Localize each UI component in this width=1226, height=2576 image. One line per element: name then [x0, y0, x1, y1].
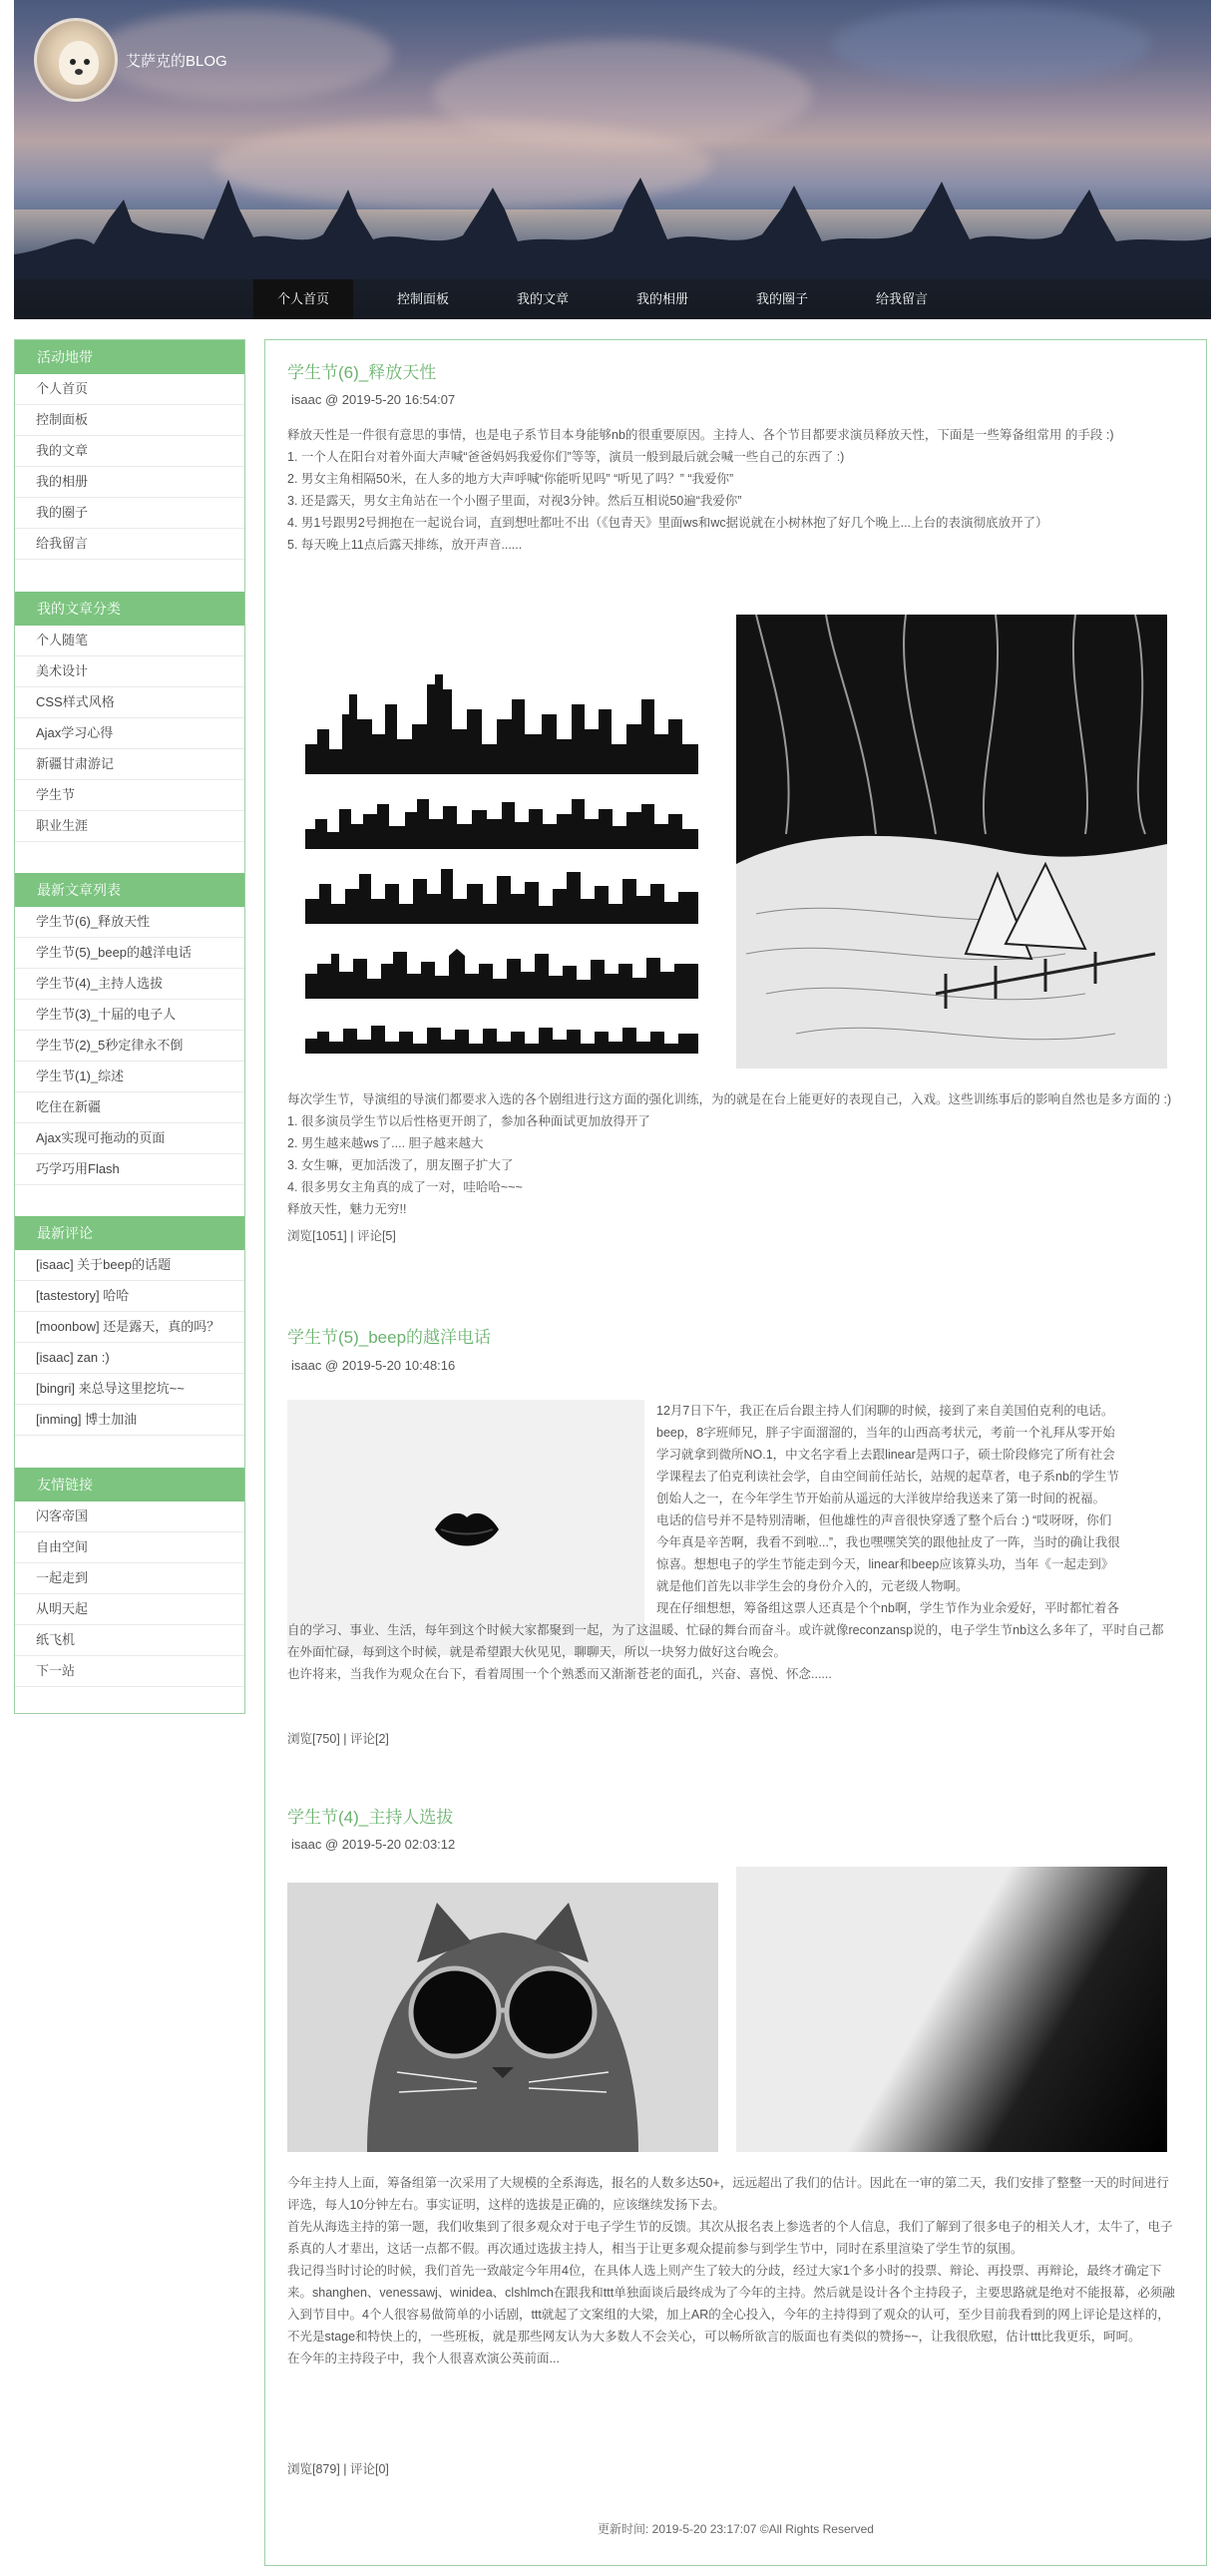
post-side-text [656, 1400, 1175, 1619]
paragraph: 也许将来，当我作为观众在台下，看着周围一个个熟悉而又渐渐苍老的面孔，兴奋、喜悦、怀念...... [287, 1667, 832, 1681]
sidebar-item[interactable]: 学生节(4)_主持人选拔 [15, 969, 244, 1000]
post-title[interactable]: 学生节(5)_beep的越洋电话 [287, 1328, 492, 1347]
lips-image [287, 1400, 644, 1655]
post-meta: isaac @ 2019-5-20 02:03:12 [291, 1837, 456, 1852]
post-stats[interactable]: 浏览[1051] | 评论[5] [287, 1229, 396, 1243]
eye [70, 59, 76, 65]
sidebar-item[interactable]: 一起走到 [15, 1563, 244, 1594]
woodcut-image [736, 615, 1167, 1069]
paragraph: 电话的信号并不是特别清晰，但他雄性的声音很快穿透了整个后台 :) “哎呀呀，你们 [656, 1513, 1112, 1527]
sidebar-item[interactable]: [bingri] 来总导这里挖坑~~ [15, 1374, 244, 1405]
sidebar-item[interactable]: 我的文章 [15, 436, 244, 467]
sidebar-item[interactable]: 巧学巧用Flash [15, 1154, 244, 1185]
sidebar-item[interactable]: 学生节(2)_5秒定律永不倒 [15, 1031, 244, 1062]
nose [75, 69, 83, 75]
crowd-silhouette [14, 160, 1211, 279]
sidebar-item[interactable]: [inming] 博士加油 [15, 1405, 244, 1436]
main-content [264, 339, 1207, 2566]
skyline-illustration [287, 615, 716, 1069]
sidebar-item[interactable]: Ajax学习心得 [15, 718, 244, 749]
paragraph: 在今年的主持段子中，我个人很喜欢演公英前面... [287, 2352, 560, 2365]
paragraph: 每次学生节，导演组的导演们都要求入选的各个剧组进行这方面的强化训练，为的就是在台上能更好的表现自己，入戏。这些训练事后的影响自然也是多方面的 :) [287, 1092, 1172, 1106]
avatar[interactable] [34, 18, 118, 102]
cat-image [287, 1883, 718, 2152]
paragraph: 4. 很多男女主角真的成了一对，哇哈哈~~~ [287, 1180, 523, 1194]
paragraph: 自的学习、事业、生活，每年到这个时候大家都聚到一起，为了这温暖、忙碌的舞台而奋斗。或许就像reconzansp说的，电子学生节nb这么多年了，平时自己都在外面忙碌，每到这个时候，就是希望跟大伙见见，聊聊天，所以一块努力做好这台晚会。 [287, 1623, 1164, 1659]
paragraph: 4. 男1号跟男2号拥抱在一起说台词，直到想吐都吐不出（《包青天》里面ws和wc据说就在小树林抱了好几个晚上...上台的表演彻底放开了） [287, 516, 1048, 530]
paragraph: 就是他们首先以非学生会的身份介入的，元老级人物啊。 [656, 1579, 969, 1593]
nav-item-articles[interactable]: 我的文章 [516, 291, 569, 306]
sidebar-item[interactable]: 学生节(6)_释放天性 [15, 907, 244, 938]
sidebar [14, 339, 245, 1714]
sidebar-item[interactable]: 控制面板 [15, 405, 244, 436]
sidebar-heading-categories: 我的文章分类 [15, 592, 244, 626]
sidebar-item[interactable]: [tastestory] 哈哈 [15, 1281, 244, 1312]
sidebar-item[interactable]: 学生节(1)_综述 [15, 1062, 244, 1092]
post-title[interactable]: 学生节(4)_主持人选拔 [287, 1808, 454, 1827]
sidebar-item[interactable]: [moonbow] 还是露天，真的吗？ [15, 1312, 244, 1343]
sidebar-item[interactable]: 下一站 [15, 1656, 244, 1687]
paragraph: 2. 男生越来越ws了.... 胆子越来越大 [287, 1136, 484, 1150]
eye [84, 59, 90, 65]
paragraph: 惊喜。想想电子的学生节能走到今天，linear和beep应该算头功，当年《一起走到》 [656, 1557, 1114, 1571]
paragraph: 释放天性，魅力无穷!! [287, 1202, 407, 1216]
sidebar-item[interactable]: 个人首页 [15, 374, 244, 405]
sidebar-item[interactable]: [isaac] 关于beep的话题 [15, 1250, 244, 1281]
sidebar-item[interactable]: [isaac] zan :) [15, 1343, 244, 1374]
paragraph: 1. 一个人在阳台对着外面大声喊“爸爸妈妈我爱你们”等等，演员一般到最后就会喊一些自己的东西了 :) [287, 450, 845, 464]
paragraph: 释放天性是一件很有意思的事情，也是电子系节目本身能够nb的很重要原因。主持人、各个节目都要求演员释放天性，下面是一些筹备组常用 的手段 :) [287, 428, 1114, 442]
paragraph: 首先从海选主持的第一题，我们收集到了很多观众对于电子学生节的反馈。其次从报名表上参选者的个人信息，我们了解到了很多电子的相关人才，太牛了，电子系真的人才辈出，这话一点都不假。再次通过选拔主持人，相当于让更多观众提前参与到学生节中，同时在系里渲染了学生节的氛围。 [287, 2220, 1173, 2256]
paragraph: 2. 男女主角相隔50米，在人多的地方大声呼喊“你能听见吗” “听见了吗？” “我爱你” [287, 472, 734, 486]
paragraph: 现在仔细想想，筹备组这票人还真是个个nb啊，学生节作为业余爱好，平时都忙着各 [656, 1601, 1119, 1615]
paragraph: 今年主持人上面，筹备组第一次采用了大规模的全系海选，报名的人数多达50+，远远超出了我们的估计。因此在一审的第二天，我们安排了整整一天的时间进行评选，每人10分钟左右。事实证明，这样的选拔是正确的，应该继续发扬下去。 [287, 2176, 1169, 2212]
sidebar-item[interactable]: Ajax实现可拖动的页面 [15, 1123, 244, 1154]
paragraph: 学习就拿到微所NO.1，中文名字看上去跟linear是两口子，硕士阶段修完了所有社会 [656, 1448, 1115, 1462]
paragraph: 3. 还是露天，男女主角站在一个小圈子里面，对视3分钟。然后互相说50遍“我爱你” [287, 494, 742, 508]
skyline-image [287, 615, 716, 1069]
nav-item-guestbook[interactable]: 给我留言 [875, 291, 928, 306]
main-nav [14, 279, 1211, 319]
sidebar-item[interactable]: 闪客帝国 [15, 1502, 244, 1532]
paragraph: beep，8字班师兄，胖子宇面溜溜的，当年的山西高考状元，考前一个礼拜从零开始 [656, 1426, 1115, 1440]
sidebar-item[interactable]: 吃住在新疆 [15, 1092, 244, 1123]
paragraph: 5. 每天晚上11点后露天排练，放开声音...... [287, 538, 523, 552]
sidebar-item[interactable]: 从明天起 [15, 1594, 244, 1625]
cloud [832, 5, 1151, 85]
sidebar-heading-links: 友情链接 [15, 1468, 244, 1502]
dog-face [59, 41, 99, 85]
sidebar-item[interactable]: 个人随笔 [15, 626, 244, 656]
paragraph: 学课程去了伯克利读社会学，自由空间前任站长，站规的起草者，电子系nb的学生节 [656, 1470, 1119, 1484]
sidebar-item[interactable]: 我的相册 [15, 467, 244, 498]
post-stats[interactable]: 浏览[879] | 评论[0] [287, 2462, 389, 2476]
sidebar-item[interactable]: 学生节(3)_十届的电子人 [15, 1000, 244, 1031]
nav-item-circles[interactable]: 我的圈子 [755, 291, 808, 306]
abstract-image [736, 1867, 1167, 2152]
sidebar-item[interactable]: 自由空间 [15, 1532, 244, 1563]
post-body [287, 1619, 1175, 1685]
paragraph: 创始人之一，在今年学生节开始前从遥远的大洋彼岸给我送来了第一时间的祝福。 [656, 1492, 1106, 1505]
header-banner [14, 0, 1211, 319]
post-title[interactable]: 学生节(6)_释放天性 [287, 363, 437, 382]
sidebar-item[interactable]: 美术设计 [15, 656, 244, 687]
post-body [287, 1088, 1175, 1220]
woodcut-illustration [736, 615, 1167, 1069]
post-meta: isaac @ 2019-5-20 16:54:07 [291, 392, 456, 407]
sidebar-heading-activity: 活动地带 [15, 340, 244, 374]
sidebar-item[interactable]: 职业生涯 [15, 811, 244, 842]
nav-item-home[interactable]: 个人首页 [253, 279, 353, 319]
sidebar-heading-latest-comments: 最新评论 [15, 1216, 244, 1250]
paragraph: 3. 女生嘛，更加活泼了，朋友圈子扩大了 [287, 1158, 514, 1172]
post-meta: isaac @ 2019-5-20 10:48:16 [291, 1358, 456, 1373]
cat-illustration [287, 1883, 718, 2152]
post-body [287, 424, 1175, 556]
sidebar-item[interactable]: 给我留言 [15, 529, 244, 560]
nav-item-control-panel[interactable]: 控制面板 [396, 291, 449, 306]
sidebar-item[interactable]: 纸飞机 [15, 1625, 244, 1656]
sidebar-item[interactable]: 学生节(5)_beep的越洋电话 [15, 938, 244, 969]
site-title[interactable]: 艾萨克的BLOG [126, 53, 227, 70]
sidebar-item[interactable]: 新疆甘肃游记 [15, 749, 244, 780]
sidebar-item[interactable]: 学生节 [15, 780, 244, 811]
paragraph: 我记得当时讨论的时候，我们首先一致敲定今年用4位，在具体人选上则产生了较大的分歧，经过大家1个多小时的投票、辩论、再投票、再辩论，最终才确定下来。shanghen、venessawj、winidea、clshlmch在跟我和ttt单独面谈后最终成为了今年的主持。然后就是设计各个主持段子，主要思路就是绝对不能报幕，必须融入到节目中。4个人很容易做简单的小话剧，ttt就起了文案组的大梁，加上AR的全心投入，今年的主持得到了观众的认可，至少目前我看到的网上评论是这样的，不光是stage和特快上的，一些班板，就是那些网友认为大多数人不会关心，可以畅所欲言的版面也有类似的赞扬~~，让我很欣慰，估计ttt比我更乐，呵呵。 [287, 2264, 1175, 2344]
sidebar-heading-latest-posts: 最新文章列表 [15, 873, 244, 907]
sidebar-item[interactable]: 我的圈子 [15, 498, 244, 529]
paragraph: 12月7日下午，我正在后台跟主持人们闲聊的时候，接到了来自美国伯克利的电话。 [656, 1404, 1114, 1418]
paragraph: 1. 很多演员学生节以后性格更开朗了，参加各种面试更加放得开了 [287, 1114, 650, 1128]
footer: 更新时间: 2019-5-20 23:17:07 ©All Rights Reserved [598, 2522, 874, 2536]
sidebar-item[interactable]: CSS样式风格 [15, 687, 244, 718]
paragraph: 今年真是辛苦啊，我看不到啦...”，我也嘿嘿笑笑的跟他扯皮了一阵，当时的确让我很 [656, 1535, 1120, 1549]
lips-illustration [287, 1400, 644, 1655]
post-stats[interactable]: 浏览[750] | 评论[2] [287, 1732, 389, 1746]
nav-item-albums[interactable]: 我的相册 [635, 291, 688, 306]
post-body [287, 2172, 1175, 2369]
